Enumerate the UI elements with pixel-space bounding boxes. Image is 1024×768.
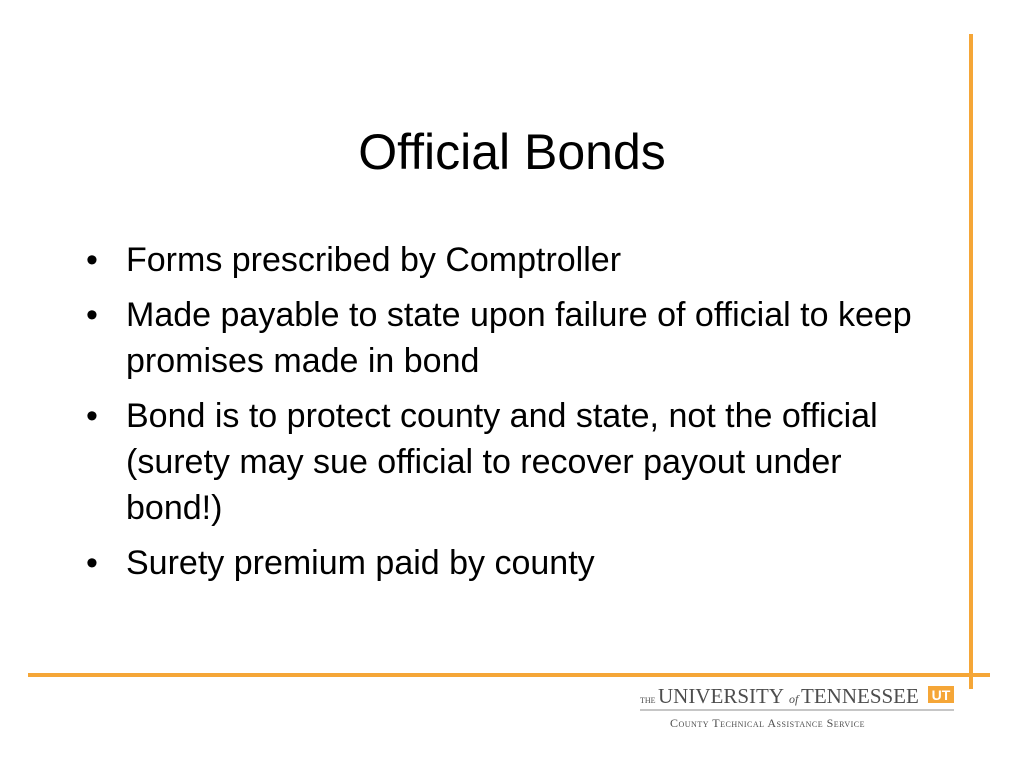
logo-the-text: THE bbox=[640, 696, 656, 705]
bullet-text: Made payable to state upon failure of official to keep promises made in bond bbox=[126, 296, 912, 380]
logo-mark-text: UT bbox=[931, 687, 951, 703]
ut-mark-icon bbox=[928, 686, 954, 703]
bullet-item bbox=[84, 393, 924, 531]
logo-service-text: County Technical Assistance Service bbox=[670, 716, 866, 730]
bullet-marker: • bbox=[86, 397, 98, 435]
slide-title: Official Bonds bbox=[358, 124, 666, 180]
bullet-list bbox=[84, 237, 924, 595]
bullet-text: Forms prescribed by Comptroller bbox=[126, 241, 622, 279]
bullet-text: Bond is to protect county and state, not the official (surety may sue official to recover payout under bond!) bbox=[126, 397, 878, 527]
accent-horizontal-line bbox=[28, 673, 990, 677]
bullet-marker: • bbox=[86, 241, 98, 279]
logo-tennessee-text: TENNESSEE bbox=[801, 684, 919, 708]
logo-of-text: of bbox=[789, 692, 799, 706]
bullet-text: Surety premium paid by county bbox=[126, 544, 595, 582]
bullet-item bbox=[84, 237, 924, 283]
bullet-marker: • bbox=[86, 544, 98, 582]
logo-university-text: UNIVERSITY bbox=[658, 684, 784, 708]
accent-vertical-line bbox=[969, 34, 973, 689]
university-logo bbox=[638, 680, 958, 740]
university-logo-graphic bbox=[638, 680, 958, 740]
bullet-marker: • bbox=[86, 296, 98, 334]
bullet-item bbox=[84, 292, 924, 384]
bullet-item bbox=[84, 540, 924, 586]
